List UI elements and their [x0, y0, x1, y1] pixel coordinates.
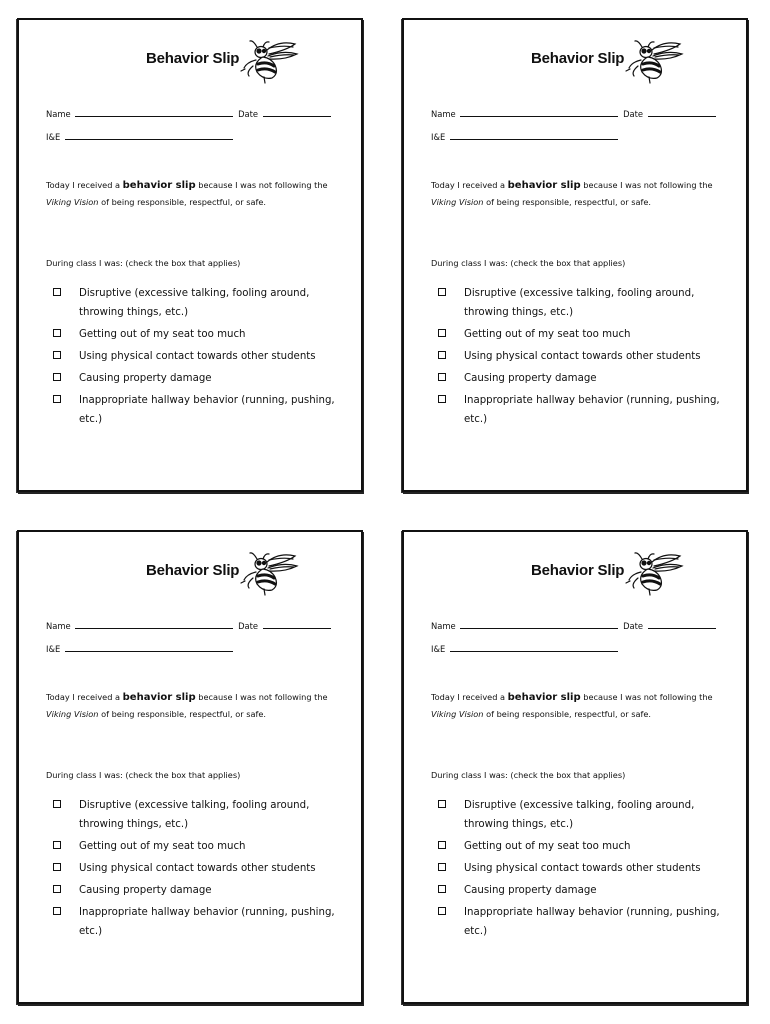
statement-middle: because I was not following the: [195, 180, 328, 190]
slip-title: Behavior Slip: [531, 562, 625, 579]
option-checkbox[interactable]: [438, 288, 446, 296]
ie-row: [431, 644, 620, 654]
statement-bold-term: behavior slip: [507, 692, 581, 703]
list-item: [438, 903, 738, 941]
name-label: Name: [46, 109, 71, 119]
ie-row: [46, 132, 235, 142]
statement-end: of being responsible, respectful, or safe.: [98, 709, 267, 719]
slip-header: [404, 558, 746, 598]
date-label: Date: [623, 621, 644, 631]
behavior-options: [438, 796, 738, 944]
name-field[interactable]: [460, 627, 618, 629]
name-date-row: [431, 621, 718, 631]
list-item: [53, 391, 353, 429]
slip-title: Behavior Slip: [146, 562, 240, 579]
option-checkbox[interactable]: [438, 329, 446, 337]
slip-statement: [431, 689, 731, 723]
option-checkbox[interactable]: [53, 863, 61, 871]
name-field[interactable]: [75, 115, 233, 117]
option-label: Causing property damage: [79, 885, 212, 896]
statement-bold-term: behavior slip: [122, 692, 196, 703]
name-field[interactable]: [75, 627, 233, 629]
statement-italic-term: Viking Vision: [431, 709, 484, 719]
slip-statement: [46, 177, 346, 211]
hornet-mascot-icon: [239, 38, 299, 84]
statement-middle: because I was not following the: [580, 180, 713, 190]
option-label: Disruptive (excessive talking, fooling around, throwing things, etc.): [79, 800, 310, 830]
slip-title: Behavior Slip: [146, 50, 240, 67]
option-checkbox[interactable]: [53, 329, 61, 337]
option-checkbox[interactable]: [53, 288, 61, 296]
ie-field[interactable]: [450, 650, 618, 652]
option-checkbox[interactable]: [438, 373, 446, 381]
option-checkbox[interactable]: [53, 395, 61, 403]
date-field[interactable]: [648, 627, 716, 629]
name-date-row: [431, 109, 718, 119]
option-checkbox[interactable]: [53, 885, 61, 893]
date-label: Date: [238, 109, 259, 119]
statement-end: of being responsible, respectful, or safe.: [483, 709, 652, 719]
option-label: Disruptive (excessive talking, fooling around, throwing things, etc.): [464, 288, 695, 318]
behavior-slip: [402, 530, 748, 1004]
option-checkbox[interactable]: [53, 373, 61, 381]
option-label: Causing property damage: [464, 373, 597, 384]
date-label: Date: [238, 621, 259, 631]
list-item: [438, 347, 738, 366]
statement-intro: Today I received a: [46, 692, 123, 702]
instruction-text: During class I was: (check the box that applies): [46, 770, 241, 780]
option-checkbox[interactable]: [438, 395, 446, 403]
statement-intro: Today I received a: [431, 692, 508, 702]
ie-row: [46, 644, 235, 654]
date-label: Date: [623, 109, 644, 119]
list-item: [53, 881, 353, 900]
statement-italic-term: Viking Vision: [46, 709, 99, 719]
option-checkbox[interactable]: [53, 841, 61, 849]
list-item: [438, 391, 738, 429]
slip-statement: [431, 177, 731, 211]
list-item: [438, 881, 738, 900]
behavior-slip: [402, 18, 748, 492]
statement-italic-term: Viking Vision: [431, 197, 484, 207]
statement-middle: because I was not following the: [580, 692, 713, 702]
name-label: Name: [431, 621, 456, 631]
option-checkbox[interactable]: [53, 907, 61, 915]
ie-label: I&E: [431, 132, 446, 142]
option-checkbox[interactable]: [438, 841, 446, 849]
slip-header: [19, 558, 361, 598]
list-item: [438, 859, 738, 878]
behavior-options: [53, 796, 353, 944]
option-checkbox[interactable]: [53, 800, 61, 808]
instruction-text: During class I was: (check the box that applies): [431, 258, 626, 268]
name-date-row: [46, 109, 333, 119]
option-label: Using physical contact towards other students: [464, 351, 701, 362]
date-field[interactable]: [263, 627, 331, 629]
option-checkbox[interactable]: [53, 351, 61, 359]
instruction-text: During class I was: (check the box that applies): [46, 258, 241, 268]
ie-label: I&E: [46, 644, 61, 654]
behavior-slip: [17, 530, 363, 1004]
option-checkbox[interactable]: [438, 863, 446, 871]
statement-italic-term: Viking Vision: [46, 197, 99, 207]
list-item: [53, 369, 353, 388]
list-item: [53, 796, 353, 834]
slip-header: [404, 46, 746, 86]
name-label: Name: [431, 109, 456, 119]
option-checkbox[interactable]: [438, 800, 446, 808]
instruction-text: During class I was: (check the box that applies): [431, 770, 626, 780]
statement-bold-term: behavior slip: [507, 180, 581, 191]
option-label: Getting out of my seat too much: [464, 329, 631, 340]
name-field[interactable]: [460, 115, 618, 117]
behavior-slip: [17, 18, 363, 492]
option-label: Getting out of my seat too much: [464, 841, 631, 852]
option-label: Causing property damage: [464, 885, 597, 896]
list-item: [438, 837, 738, 856]
option-label: Causing property damage: [79, 373, 212, 384]
hornet-mascot-icon: [239, 550, 299, 596]
option-label: Inappropriate hallway behavior (running, pushing, etc.): [79, 395, 335, 425]
list-item: [53, 903, 353, 941]
ie-row: [431, 132, 620, 142]
option-label: Disruptive (excessive talking, fooling around, throwing things, etc.): [79, 288, 310, 318]
statement-intro: Today I received a: [46, 180, 123, 190]
statement-bold-term: behavior slip: [122, 180, 196, 191]
ie-label: I&E: [46, 132, 61, 142]
behavior-options: [438, 284, 738, 432]
ie-label: I&E: [431, 644, 446, 654]
hornet-mascot-icon: [624, 550, 684, 596]
option-checkbox[interactable]: [438, 907, 446, 915]
list-item: [53, 325, 353, 344]
list-item: [438, 796, 738, 834]
date-field[interactable]: [263, 115, 331, 117]
name-label: Name: [46, 621, 71, 631]
list-item: [53, 284, 353, 322]
option-label: Getting out of my seat too much: [79, 841, 246, 852]
statement-end: of being responsible, respectful, or safe.: [98, 197, 267, 207]
option-label: Getting out of my seat too much: [79, 329, 246, 340]
option-label: Inappropriate hallway behavior (running, pushing, etc.): [79, 907, 335, 937]
statement-middle: because I was not following the: [195, 692, 328, 702]
date-field[interactable]: [648, 115, 716, 117]
list-item: [438, 284, 738, 322]
statement-end: of being responsible, respectful, or safe.: [483, 197, 652, 207]
option-label: Using physical contact towards other students: [79, 351, 316, 362]
slip-header: [19, 46, 361, 86]
list-item: [438, 369, 738, 388]
option-label: Inappropriate hallway behavior (running, pushing, etc.): [464, 907, 720, 937]
hornet-mascot-icon: [624, 38, 684, 84]
list-item: [53, 837, 353, 856]
behavior-options: [53, 284, 353, 432]
option-checkbox[interactable]: [438, 885, 446, 893]
option-label: Inappropriate hallway behavior (running, pushing, etc.): [464, 395, 720, 425]
slip-title: Behavior Slip: [531, 50, 625, 67]
list-item: [53, 859, 353, 878]
statement-intro: Today I received a: [431, 180, 508, 190]
list-item: [53, 347, 353, 366]
option-label: Disruptive (excessive talking, fooling around, throwing things, etc.): [464, 800, 695, 830]
ie-field[interactable]: [65, 650, 233, 652]
list-item: [438, 325, 738, 344]
ie-field[interactable]: [450, 138, 618, 140]
slip-statement: [46, 689, 346, 723]
name-date-row: [46, 621, 333, 631]
option-label: Using physical contact towards other students: [79, 863, 316, 874]
option-checkbox[interactable]: [438, 351, 446, 359]
ie-field[interactable]: [65, 138, 233, 140]
option-label: Using physical contact towards other students: [464, 863, 701, 874]
